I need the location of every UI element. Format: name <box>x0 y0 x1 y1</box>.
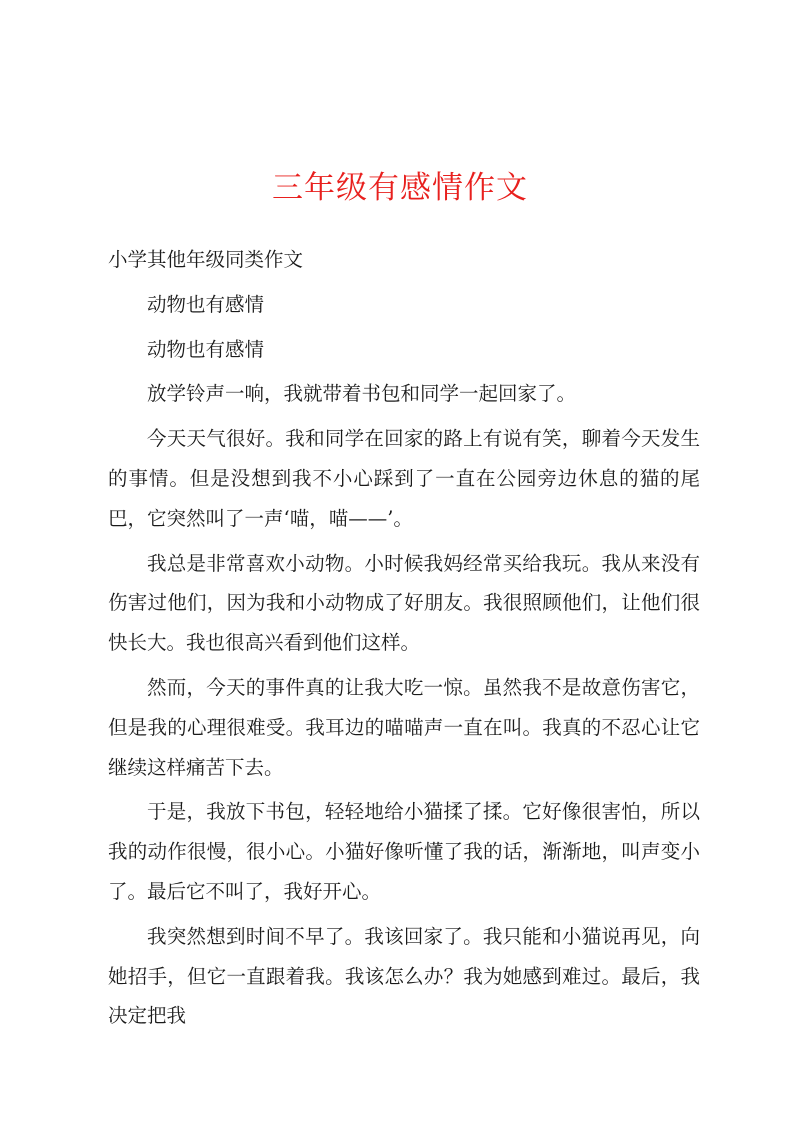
paragraph: 动物也有感情 <box>147 337 265 361</box>
paragraph: 今天天气很好。我和同学在回家的路上有说有笑，聊着今天发生的事情。但是没想到我不小心踩到了一直在公园旁边休息的猫的尾巴，它突然叫了一声‘喵，喵——’。 <box>108 427 700 530</box>
paragraph: 我总是非常喜欢小动物。小时候我妈经常买给我玩。我从来没有伤害过他们，因为我和小动物成了好朋友。我很照顾他们，让他们很快长大。我也很高兴看到他们这样。 <box>108 551 700 655</box>
paragraph: 于是，我放下书包，轻轻地给小猫揉了揉。它好像很害怕，所以我的动作很慢，很小心。小猫好像听懂了我的话，渐渐地，叫声变小了。最后它不叫了，我好开心。 <box>108 800 700 903</box>
paragraph: 我突然想到时间不早了。我该回家了。我只能和小猫说再见，向她招手，但它一直跟着我。我该怎么办？我为她感到难过。最后，我决定把我 <box>108 924 700 1028</box>
paragraph: 放学铃声一响，我就带着书包和同学一起回家了。 <box>147 382 577 406</box>
document-body <box>108 240 700 1041</box>
paragraph: 动物也有感情 <box>147 292 265 316</box>
category-line: 小学其他年级同类作文 <box>108 248 304 271</box>
document-title: 三年级有感情作文 <box>272 170 528 206</box>
paragraph: 然而，今天的事件真的让我大吃一惊。虽然我不是故意伤害它，但是我的心理很难受。我耳边的喵喵声一直在叫。我真的不忍心让它继续这样痛苦下去。 <box>108 675 700 779</box>
